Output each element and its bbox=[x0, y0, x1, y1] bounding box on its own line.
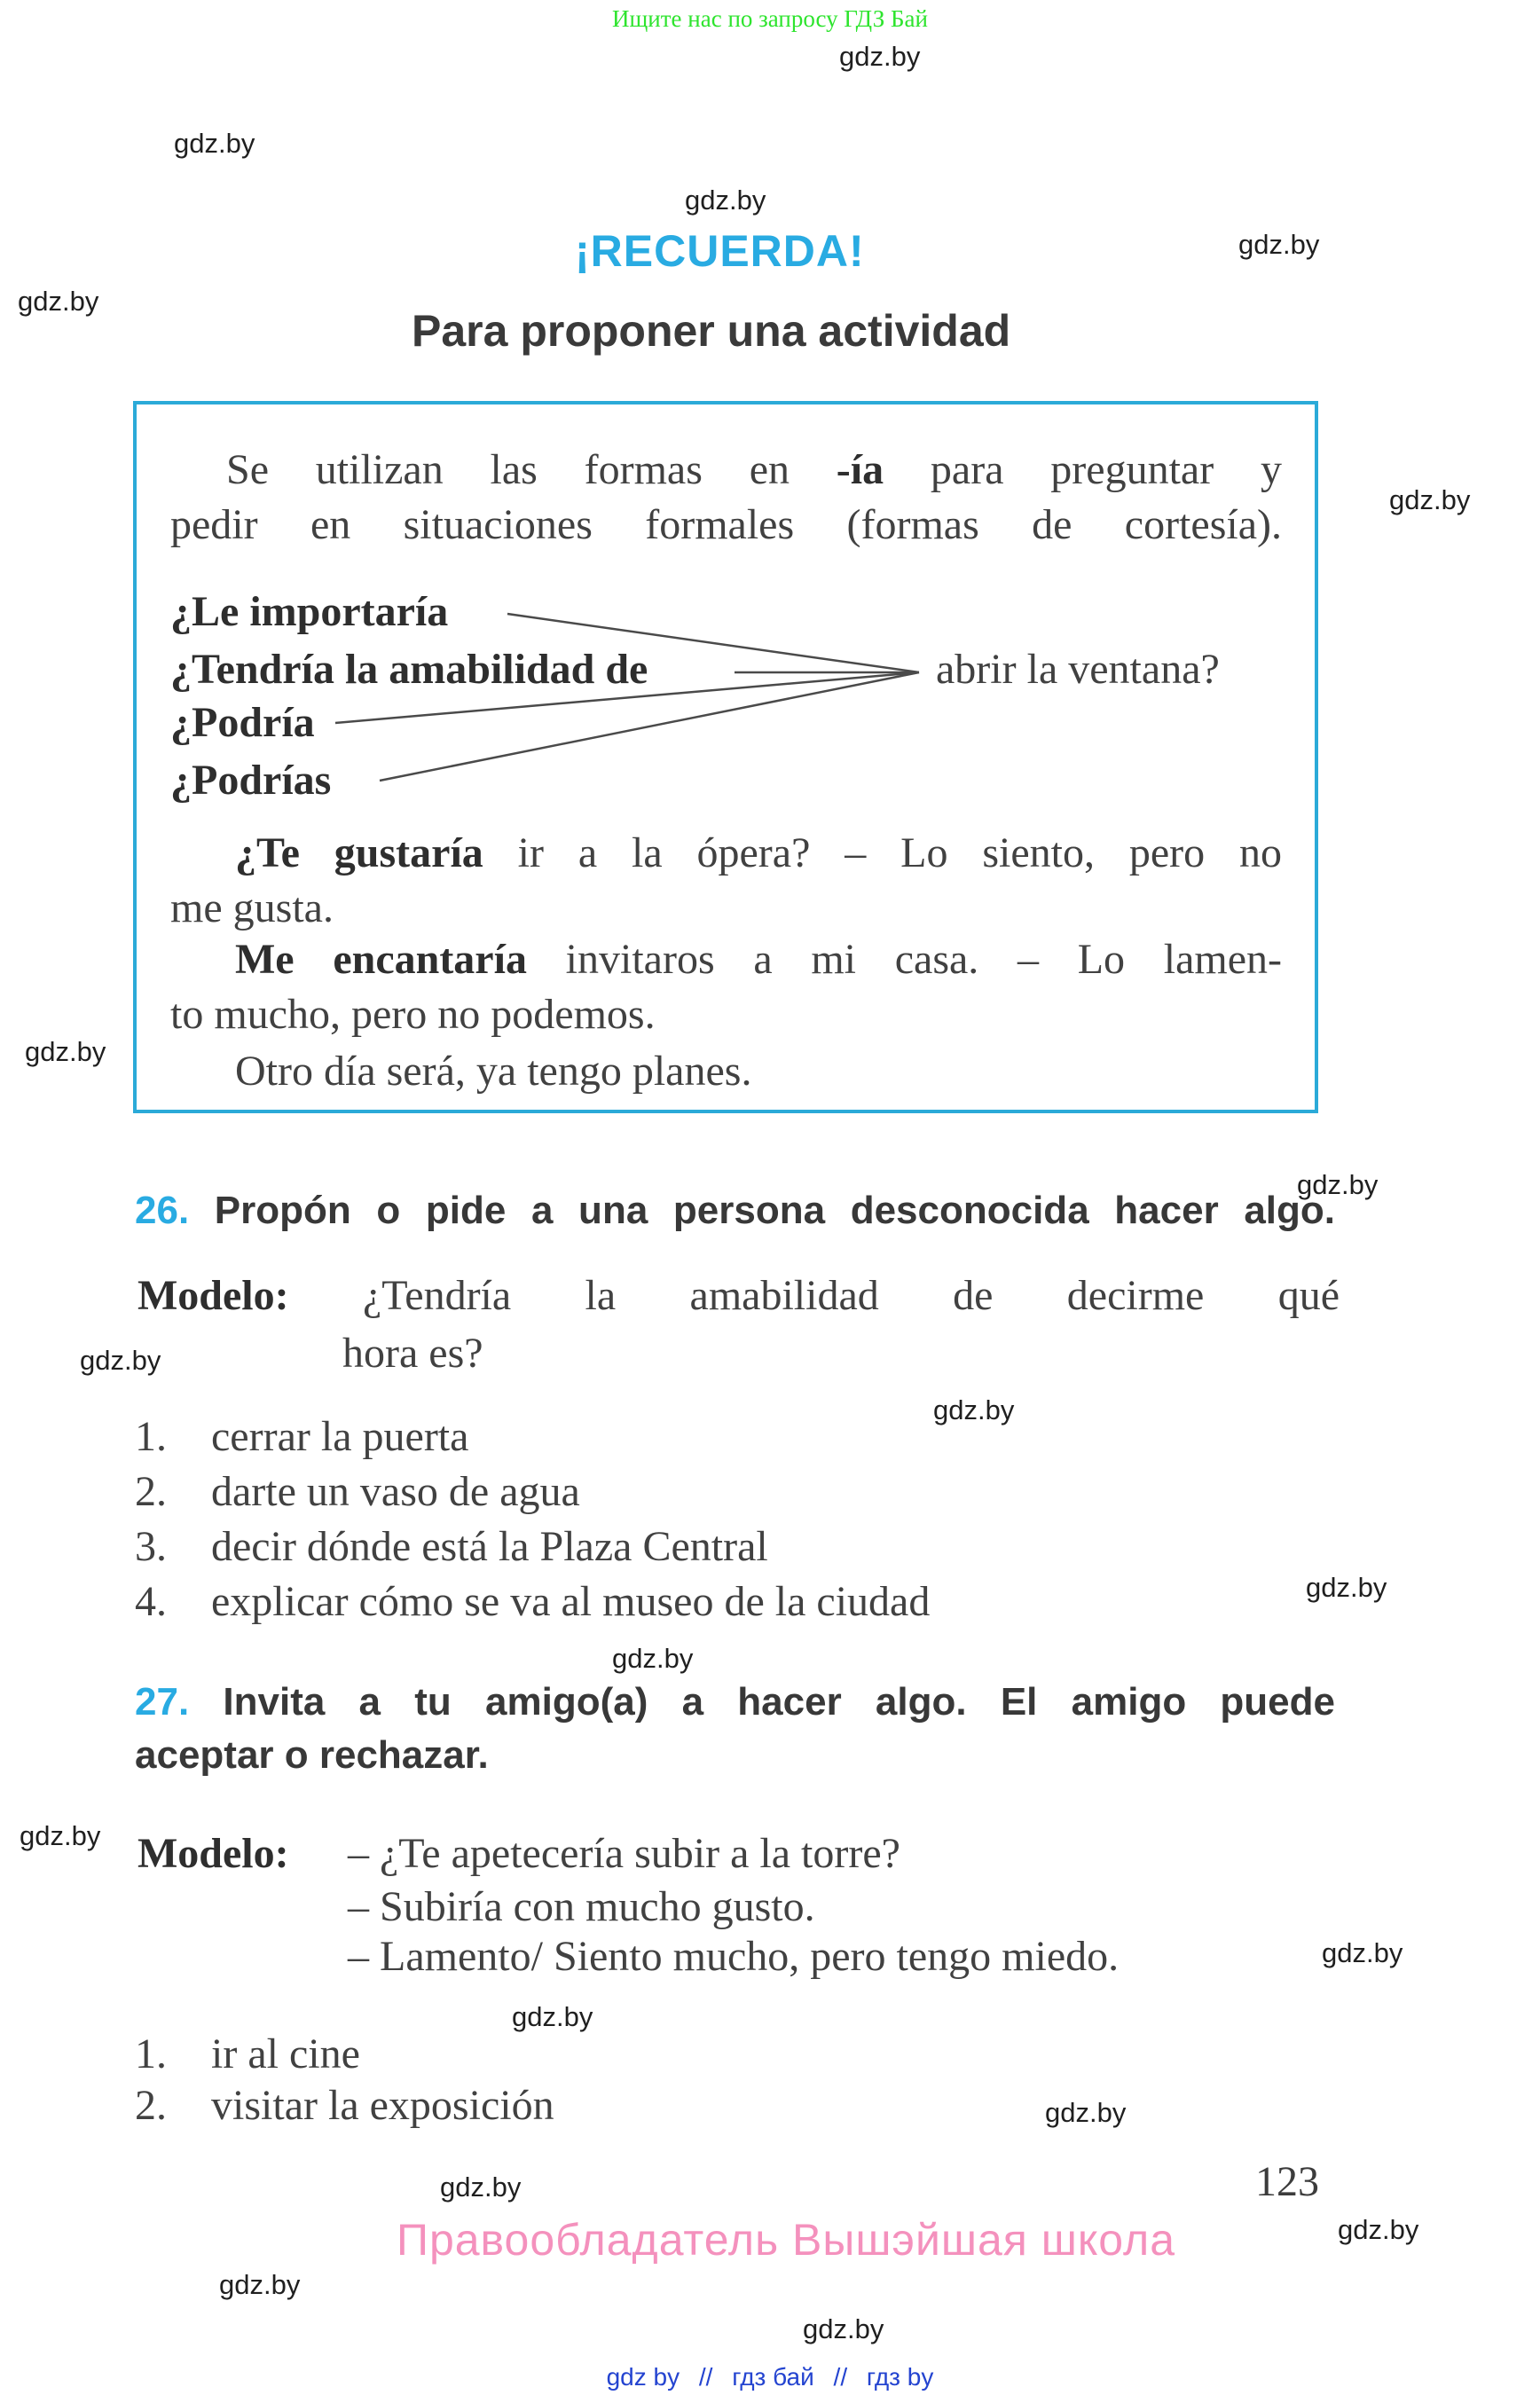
option-podria: ¿Podría bbox=[170, 699, 315, 746]
rule-example2-line1: Me encantaría invitaros a mi casa. – Lo lamen- bbox=[235, 936, 1282, 983]
exercise-26-heading bbox=[135, 1189, 1335, 1233]
gdz-watermark: gdz.by bbox=[839, 41, 921, 72]
list-item-text: cerrar la puerta bbox=[211, 1413, 469, 1460]
rule-intro-line1: Se utilizan las formas en -ía para preguntar y bbox=[226, 446, 1282, 493]
footer-link-gdz-by-2[interactable]: гдз by bbox=[866, 2363, 934, 2391]
gdz-watermark: gdz.by bbox=[1238, 229, 1320, 260]
gdz-watermark: gdz.by bbox=[612, 1643, 694, 1674]
gdz-watermark: gdz.by bbox=[1322, 1937, 1403, 1968]
list-item-text: visitar la exposición bbox=[211, 2082, 554, 2129]
footer-links bbox=[0, 2363, 1540, 2391]
page-number: 123 bbox=[1255, 2158, 1319, 2205]
list-item: 3. bbox=[135, 1523, 167, 1570]
arrow-target-phrase: abrir la ventana? bbox=[936, 646, 1220, 693]
exercise-27-heading-line1 bbox=[135, 1680, 1335, 1724]
modelo-label: Modelo: bbox=[138, 1830, 289, 1877]
footer-link-gdz-bai[interactable]: гдз бай bbox=[732, 2363, 814, 2391]
exercise-26-modelo-line1: Modelo: ¿Tendría la amabilidad de decirme qué bbox=[138, 1272, 1340, 1319]
list-item: 1. bbox=[135, 1413, 167, 1460]
exercise-27-heading-line2: aceptar o rechazar. bbox=[135, 1733, 489, 1777]
list-item: 2. bbox=[135, 2082, 167, 2129]
exercise-27-number: 27. bbox=[135, 1680, 190, 1724]
exercise-26-instruction: Propón o pide a una persona desconocida hacer algo. bbox=[214, 1189, 1335, 1232]
gdz-watermark: gdz.by bbox=[219, 2269, 301, 2300]
option-podrias: ¿Podrías bbox=[170, 757, 332, 804]
gdz-watermark: gdz.by bbox=[512, 2001, 593, 2032]
exercise-26-modelo-line2: hora es? bbox=[342, 1330, 483, 1377]
gdz-watermark: gdz.by bbox=[1389, 484, 1471, 515]
list-item-text: explicar cómo se va al museo de la ciudad bbox=[211, 1578, 931, 1625]
list-item: 2. bbox=[135, 1468, 167, 1515]
list-item: 4. bbox=[135, 1578, 167, 1625]
recuerda-heading: ¡RECUERDA! bbox=[575, 226, 865, 276]
footer-link-gdz-by[interactable]: gdz by bbox=[606, 2363, 680, 2391]
rule-example2-line2: to mucho, pero no podemos. bbox=[170, 991, 656, 1038]
gdz-watermark: gdz.by bbox=[1306, 1572, 1387, 1603]
copyright-notice: Правообладатель Вышэйшая школа bbox=[397, 2215, 1175, 2265]
gdz-watermark: gdz.by bbox=[1338, 2214, 1419, 2245]
gdz-watermark: gdz.by bbox=[18, 286, 99, 317]
list-item-text: decir dónde está la Plaza Central bbox=[211, 1523, 768, 1570]
modelo-label: Modelo: bbox=[138, 1272, 289, 1319]
rule-example3: Otro día será, ya tengo planes. bbox=[235, 1048, 752, 1095]
dialogue-line: – ¿Te apetecería subir a la torre? bbox=[348, 1830, 900, 1877]
gdz-watermark: gdz.by bbox=[80, 1345, 161, 1376]
option-tendria-amabilidad: ¿Tendría la amabilidad de bbox=[170, 646, 648, 693]
dialogue-line: – Subiría con mucho gusto. bbox=[348, 1883, 815, 1930]
link-separator: // bbox=[833, 2363, 848, 2391]
section-subtitle: Para proponer una actividad bbox=[412, 306, 1011, 356]
gdz-watermark: gdz.by bbox=[174, 128, 255, 159]
promo-banner: Ищите нас по запросу ГДЗ Бай bbox=[612, 5, 928, 32]
exercise-27-instruction: Invita a tu amigo(a) a hacer algo. El amigo puede bbox=[223, 1680, 1335, 1724]
gdz-watermark: gdz.by bbox=[1297, 1169, 1379, 1200]
rule-example1-line2: me gusta. bbox=[170, 884, 334, 931]
exercise-26-number: 26. bbox=[135, 1189, 190, 1232]
link-separator: // bbox=[698, 2363, 713, 2391]
gdz-watermark: gdz.by bbox=[20, 1820, 101, 1851]
gdz-watermark: gdz.by bbox=[440, 2171, 522, 2203]
list-item: 1. bbox=[135, 2030, 167, 2077]
option-le-importaria: ¿Le importaría bbox=[170, 588, 449, 635]
list-item-text: ir al cine bbox=[211, 2030, 360, 2077]
gdz-watermark: gdz.by bbox=[933, 1394, 1015, 1425]
dialogue-line: – Lamento/ Siento mucho, pero tengo miedo. bbox=[348, 1933, 1120, 1980]
gdz-watermark: gdz.by bbox=[25, 1036, 106, 1067]
gdz-watermark: gdz.by bbox=[1045, 2097, 1127, 2128]
rule-example1-line1: ¿Te gustaría ir a la ópera? – Lo siento, pero no bbox=[235, 829, 1282, 876]
bold-ia-ending: -ía bbox=[836, 446, 884, 493]
rule-intro-line2: pedir en situaciones formales (formas de cortesía). bbox=[170, 501, 1282, 548]
list-item-text: darte un vaso de agua bbox=[211, 1468, 580, 1515]
gdz-watermark: gdz.by bbox=[803, 2313, 884, 2344]
gdz-watermark: gdz.by bbox=[685, 185, 766, 216]
